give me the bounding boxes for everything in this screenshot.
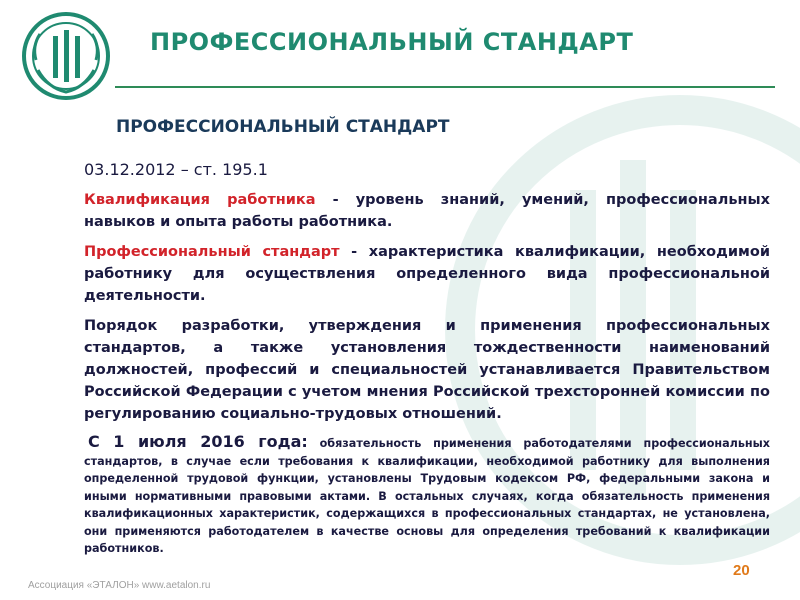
qualification-text: - уровень знаний, умений, профессиональных навыков и опыта работы работника. (84, 192, 770, 230)
footer-organization: Ассоциация «ЭТАЛОН» www.aetalon.ru (28, 580, 211, 591)
procedure-paragraph: Порядок разработки, утверждения и применения профессиональных стандартов, а также установления тождественности наименований должностей, профессий и специальностей устанавливается Правительством Российской Федерации с учетом мнения Российской трехсторонней комиссии по регулированию социально-трудовых отношений. (84, 318, 770, 422)
association-logo-icon (20, 10, 112, 102)
slide-subtitle: ПРОФЕССИОНАЛЬНЫЙ СТАНДАРТ (116, 117, 450, 137)
standard-text: - характеристика квалификации, необходимой работнику для осуществления определенного вида профессиональной деятельности. (84, 244, 770, 304)
slide-content (84, 160, 770, 558)
effective-date-lead: С 1 июля 2016 года: (88, 432, 308, 451)
page-number: 20 (733, 562, 750, 579)
effective-date-paragraph (84, 433, 770, 558)
date-article-line: 03.12.2012 – ст. 195.1 (84, 160, 268, 179)
standard-term: Профессиональный стандарт (84, 244, 340, 260)
qualification-term: Квалификация работника (84, 192, 316, 208)
effective-date-text: обязательность применения работодателями профессиональных стандартов, в случае если требования к квалификации, необходимой работнику для выполнения определенной трудовой функции, установлены Трудовым кодексом РФ, федеральными закона и иными нормативными правовыми актами. В остальных случаях, когда обязательность применения квалификационных характеристик, содержащихся в профессиональных стандартах, не установлена, они применяются работодателем в качестве основы для определения требований к квалификации работников. (84, 437, 770, 555)
qualification-definition (84, 189, 770, 233)
standard-definition (84, 241, 770, 307)
header-divider (115, 86, 775, 88)
header-title: ПРОФЕССИОНАЛЬНЫЙ СТАНДАРТ (150, 28, 634, 56)
